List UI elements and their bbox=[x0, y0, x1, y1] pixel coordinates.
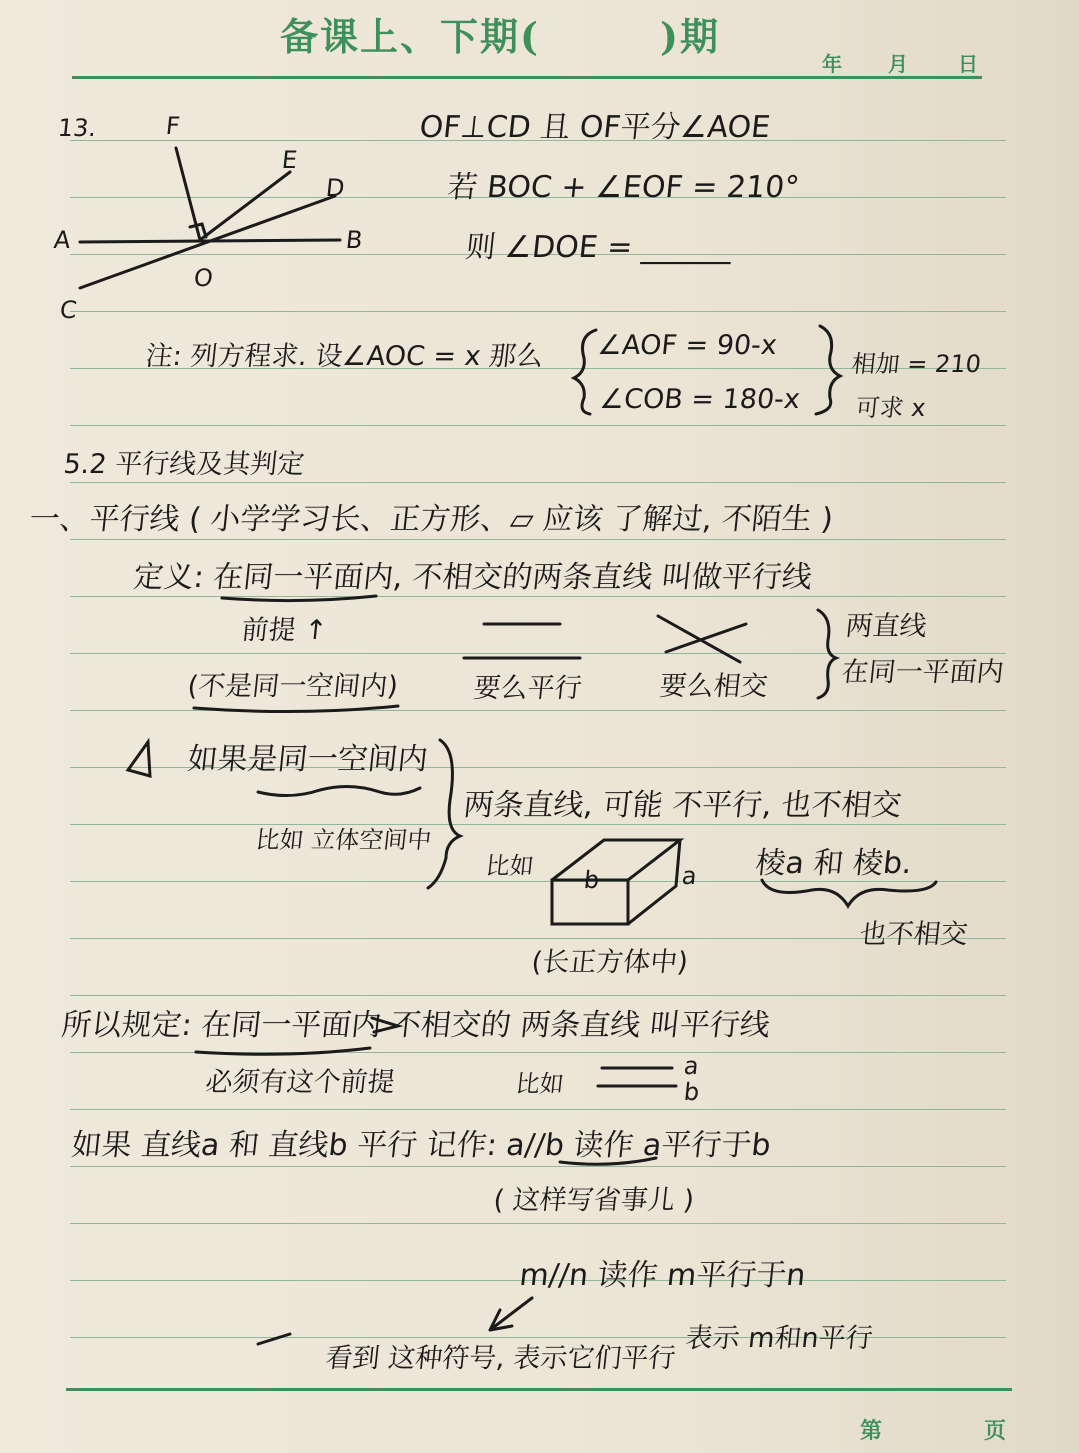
brace-edges bbox=[762, 880, 936, 906]
triangle-marker bbox=[128, 742, 150, 776]
footer-page-prefix: 第 bbox=[860, 1418, 883, 1444]
example-label: 比如 bbox=[484, 852, 536, 880]
premise-label: 前提 ↑ bbox=[240, 615, 329, 646]
cuboid-label-b: b bbox=[582, 866, 601, 894]
brace-definition bbox=[818, 610, 836, 698]
example-space: 比如 立体空间中 bbox=[254, 826, 433, 854]
definition-text: 定义: 在同一平面内, 不相交的两条直线 叫做平行线 bbox=[131, 560, 814, 595]
cuboid-label-a: a bbox=[680, 862, 699, 890]
underline-premise bbox=[222, 596, 376, 601]
equation-aof: ∠AOF = 90-x bbox=[596, 330, 779, 361]
not-intersect-note: 也不相交 bbox=[858, 919, 970, 950]
solve-note: 可求 x bbox=[854, 394, 928, 422]
arrow-symbol bbox=[490, 1298, 532, 1330]
solution-hint: 注: 列方程求. 设∠AOC = x 那么 bbox=[144, 341, 545, 372]
edges-label: 棱a 和 棱b. bbox=[753, 846, 914, 881]
must-not-parallel-label: 要么平行 bbox=[472, 673, 584, 704]
example-label-2: 比如 bbox=[514, 1070, 566, 1098]
cuboid-caption: (长正方体中) bbox=[530, 947, 690, 978]
brace-left bbox=[574, 330, 596, 414]
must-not-intersect-label: 要么相交 bbox=[658, 671, 770, 702]
cuboid-top bbox=[552, 840, 680, 880]
not-same-space-note: (不是同一空间内) bbox=[186, 671, 400, 702]
mn-meaning: 表示 m和n平行 bbox=[684, 1323, 875, 1354]
rule-statement: 所以规定: 在同一平面内 不相交的 两条直线 叫平行线 bbox=[59, 1008, 772, 1043]
brace-right bbox=[816, 326, 840, 414]
footer-page-suffix: 页 bbox=[984, 1418, 1007, 1444]
date-year-label: 年 bbox=[822, 52, 842, 76]
section-title: 5.2 平行线及其判定 bbox=[62, 449, 306, 480]
underline-rule bbox=[196, 1048, 370, 1054]
wavy-underline bbox=[258, 786, 420, 795]
notation-note: ( 这样写省事儿 ) bbox=[492, 1185, 696, 1216]
same-plane-label: 在同一平面内 bbox=[840, 657, 1006, 688]
line-label-a: a bbox=[682, 1052, 701, 1080]
symbol-meaning: 看到 这种符号, 表示它们平行 bbox=[324, 1343, 678, 1374]
problem-number: 13. bbox=[56, 114, 98, 142]
notation-sentence: 如果 直线a 和 直线b 平行 记作: a//b 读作 a平行于b bbox=[69, 1128, 773, 1163]
cuboid-side bbox=[628, 840, 680, 924]
point-label-o: O bbox=[192, 264, 215, 292]
brace-space bbox=[428, 740, 460, 888]
subsection-heading: 一、平行线 ( 小学学习长、正方形、▱ 应该 了解过, 不陌生 ) bbox=[27, 502, 835, 537]
problem-given-2: 若 BOC + ∠EOF = 210° bbox=[445, 170, 802, 205]
date-month-label: 月 bbox=[888, 52, 908, 76]
page-header-title: 备课上、下期( )期 bbox=[280, 14, 720, 59]
two-lines-label: 两直线 bbox=[844, 611, 929, 642]
point-label-a: A bbox=[52, 226, 72, 254]
mn-notation: m//n 读作 m平行于n bbox=[517, 1258, 808, 1293]
underline-space bbox=[194, 706, 398, 712]
line-label-b: b bbox=[682, 1078, 701, 1106]
point-label-f: F bbox=[164, 112, 182, 140]
problem-given-1: OF⊥CD 且 OF平分∠AOE bbox=[417, 110, 772, 145]
if-same-space: 如果是同一空间内 bbox=[185, 742, 430, 777]
point-label-d: D bbox=[324, 174, 346, 202]
two-lines-note: 两条直线, 可能 不平行, 也不相交 bbox=[461, 788, 904, 823]
point-label-c: C bbox=[58, 296, 79, 324]
equation-cob: ∠COB = 180-x bbox=[598, 384, 802, 415]
prerequisite-note: 必须有这个前提 bbox=[204, 1067, 397, 1098]
sum-note: 相加 = 210 bbox=[850, 350, 983, 378]
problem-question: 则 ∠DOE = ______ bbox=[463, 230, 734, 265]
date-day-label: 日 bbox=[958, 52, 978, 76]
point-label-e: E bbox=[280, 146, 299, 174]
point-label-b: B bbox=[344, 226, 364, 254]
underline-parallel-symbol bbox=[258, 1334, 290, 1344]
